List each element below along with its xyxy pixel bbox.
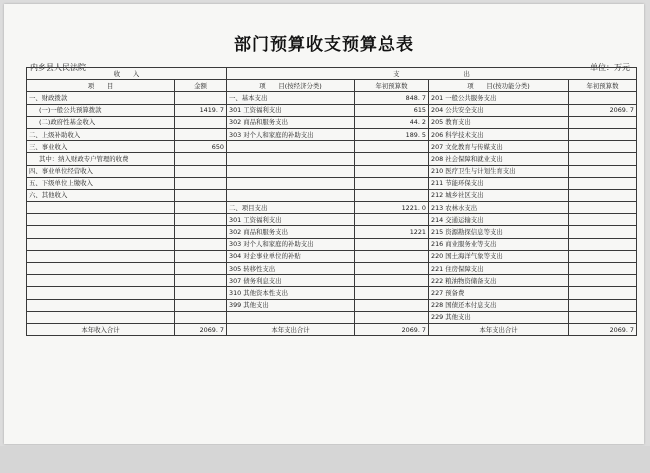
table-row — [27, 104, 637, 116]
econ-item: 305 转移性支出 — [227, 263, 355, 275]
income-item — [27, 275, 175, 287]
income-amount — [175, 189, 227, 201]
unit-name: 内乡县人民法院 — [30, 63, 86, 72]
table-row — [27, 153, 637, 165]
func-item: 221 住房保障支出 — [429, 263, 569, 275]
econ-amount: 189. 5 — [355, 128, 429, 140]
group-header-row — [27, 68, 637, 80]
econ-item — [227, 165, 355, 177]
econ-amount — [355, 299, 429, 311]
econ-item: 303 对个人和家庭的补助支出 — [227, 238, 355, 250]
func-item: 222 粮油物资储备支出 — [429, 275, 569, 287]
table-row — [27, 287, 637, 299]
econ-amount — [355, 189, 429, 201]
func-item: 201 一般公共服务支出 — [429, 92, 569, 104]
table-row — [27, 226, 637, 238]
income-item — [27, 287, 175, 299]
econ-item: 399 其他支出 — [227, 299, 355, 311]
income-amount — [175, 177, 227, 189]
func-item: 210 医疗卫生与计划生育支出 — [429, 165, 569, 177]
func-amount: 2069. 7 — [569, 104, 637, 116]
econ-item: 310 其他资本性支出 — [227, 287, 355, 299]
func-total-amount: 2069. 7 — [569, 323, 637, 335]
income-amount — [175, 263, 227, 275]
budget-table — [26, 67, 637, 336]
func-amount — [569, 153, 637, 165]
table-row — [27, 116, 637, 128]
econ-item — [227, 177, 355, 189]
econ-item — [227, 153, 355, 165]
econ-amount — [355, 141, 429, 153]
income-item — [27, 299, 175, 311]
econ-amount — [355, 214, 429, 226]
econ-amount — [355, 311, 429, 323]
econ-item: 二、项目支出 — [227, 202, 355, 214]
econ-amount: 848. 7 — [355, 92, 429, 104]
func-item: 207 文化教育与传媒支出 — [429, 141, 569, 153]
econ-amount — [355, 250, 429, 262]
income-amount — [175, 202, 227, 214]
func-amount — [569, 116, 637, 128]
econ-item: 304 对企事业单位的补贴 — [227, 250, 355, 262]
income-amount — [175, 238, 227, 250]
table-row — [27, 250, 637, 262]
income-total-label: 本年收入合计 — [27, 323, 175, 335]
income-amount — [175, 165, 227, 177]
income-amount — [175, 214, 227, 226]
func-amount — [569, 311, 637, 323]
table-row — [27, 141, 637, 153]
econ-amount — [355, 287, 429, 299]
table-row — [27, 263, 637, 275]
unit-label: 单位：万元 — [590, 63, 630, 72]
table-row — [27, 299, 637, 311]
func-item: 212 城乡社区支出 — [429, 189, 569, 201]
income-amount — [175, 92, 227, 104]
income-total-amount: 2069. 7 — [175, 323, 227, 335]
income-amount — [175, 116, 227, 128]
func-item: 214 交通运输支出 — [429, 214, 569, 226]
table-row — [27, 165, 637, 177]
table-row — [27, 214, 637, 226]
func-amount — [569, 250, 637, 262]
func-item: 227 预备费 — [429, 287, 569, 299]
page-title: 部门预算收支预算总表 — [234, 35, 414, 55]
func-amount — [569, 299, 637, 311]
func-amount — [569, 92, 637, 104]
col-header-func: 项 目(按功能分类) — [429, 80, 569, 92]
income-amount — [175, 128, 227, 140]
econ-item: 302 商品和服务支出 — [227, 226, 355, 238]
income-item — [27, 250, 175, 262]
income-item — [27, 263, 175, 275]
table-row — [27, 311, 637, 323]
income-amount — [175, 153, 227, 165]
income-item: 六、其他收入 — [27, 189, 175, 201]
econ-amount — [355, 238, 429, 250]
col-header-annual2: 年初预算数 — [569, 80, 637, 92]
income-item — [27, 202, 175, 214]
econ-item: 一、基本支出 — [227, 92, 355, 104]
income-amount — [175, 287, 227, 299]
func-item: 228 国债还本付息支出 — [429, 299, 569, 311]
income-item: 三、事业收入 — [27, 141, 175, 153]
econ-item — [227, 141, 355, 153]
income-item — [27, 238, 175, 250]
econ-amount: 615 — [355, 104, 429, 116]
table-row — [27, 128, 637, 140]
income-amount — [175, 275, 227, 287]
income-item: 一、财政拨款 — [27, 92, 175, 104]
col-header-amount: 金额 — [175, 80, 227, 92]
econ-amount: 1221 — [355, 226, 429, 238]
func-item: 220 国土海洋气象等支出 — [429, 250, 569, 262]
expense-group-header: 支 出 — [227, 68, 637, 80]
func-amount — [569, 189, 637, 201]
func-item: 206 科学技术支出 — [429, 128, 569, 140]
func-amount — [569, 275, 637, 287]
econ-amount: 1221. 0 — [355, 202, 429, 214]
income-amount: 1419. 7 — [175, 104, 227, 116]
scan-background — [0, 446, 650, 473]
col-header-econ: 项 目(按经济分类) — [227, 80, 355, 92]
income-item — [27, 226, 175, 238]
func-total-label: 本年支出合计 — [429, 323, 569, 335]
col-header-annual1: 年初预算数 — [355, 80, 429, 92]
col-header-item: 项 目 — [27, 80, 175, 92]
func-item: 229 其他支出 — [429, 311, 569, 323]
func-item: 208 社会保障和就业支出 — [429, 153, 569, 165]
func-amount — [569, 238, 637, 250]
func-amount — [569, 128, 637, 140]
econ-item — [227, 189, 355, 201]
func-item: 205 教育支出 — [429, 116, 569, 128]
income-group-header: 收 入 — [27, 68, 227, 80]
econ-amount — [355, 153, 429, 165]
income-amount — [175, 226, 227, 238]
func-item: 204 公共安全支出 — [429, 104, 569, 116]
func-item: 211 节能环保支出 — [429, 177, 569, 189]
func-amount — [569, 202, 637, 214]
econ-total-label: 本年支出合计 — [227, 323, 355, 335]
econ-item: 302 商品和服务支出 — [227, 116, 355, 128]
income-amount — [175, 299, 227, 311]
income-item: 四、事业单位经营收入 — [27, 165, 175, 177]
income-amount — [175, 311, 227, 323]
econ-amount — [355, 165, 429, 177]
func-amount — [569, 287, 637, 299]
func-item: 213 农林水支出 — [429, 202, 569, 214]
func-amount — [569, 177, 637, 189]
econ-amount — [355, 177, 429, 189]
table-row — [27, 92, 637, 104]
column-header-row — [27, 80, 637, 92]
income-item — [27, 214, 175, 226]
income-item: 五、下级单位上缴收入 — [27, 177, 175, 189]
func-amount — [569, 263, 637, 275]
func-amount — [569, 165, 637, 177]
econ-item: 307 债务利息支出 — [227, 275, 355, 287]
income-item: (一)一般公共预算拨款 — [27, 104, 175, 116]
income-item: 其中：纳入财政专户管理的收费 — [27, 153, 175, 165]
econ-amount: 44. 2 — [355, 116, 429, 128]
func-amount — [569, 226, 637, 238]
table-row — [27, 238, 637, 250]
func-item: 215 资源勘探信息等支出 — [429, 226, 569, 238]
income-item: (二)政府性基金收入 — [27, 116, 175, 128]
table-row — [27, 189, 637, 201]
income-amount — [175, 250, 227, 262]
econ-amount — [355, 275, 429, 287]
econ-total-amount: 2069. 7 — [355, 323, 429, 335]
income-item — [27, 311, 175, 323]
totals-row — [27, 323, 637, 335]
econ-item: 301 工资福利支出 — [227, 214, 355, 226]
income-item: 二、上级补助收入 — [27, 128, 175, 140]
econ-amount — [355, 263, 429, 275]
econ-item: 301 工资福利支出 — [227, 104, 355, 116]
table-row — [27, 202, 637, 214]
func-amount — [569, 214, 637, 226]
func-amount — [569, 141, 637, 153]
econ-item — [227, 311, 355, 323]
table-row — [27, 177, 637, 189]
income-amount: 650 — [175, 141, 227, 153]
func-item: 216 商业服务业等支出 — [429, 238, 569, 250]
table-row — [27, 275, 637, 287]
econ-item: 303 对个人和家庭的补助支出 — [227, 128, 355, 140]
